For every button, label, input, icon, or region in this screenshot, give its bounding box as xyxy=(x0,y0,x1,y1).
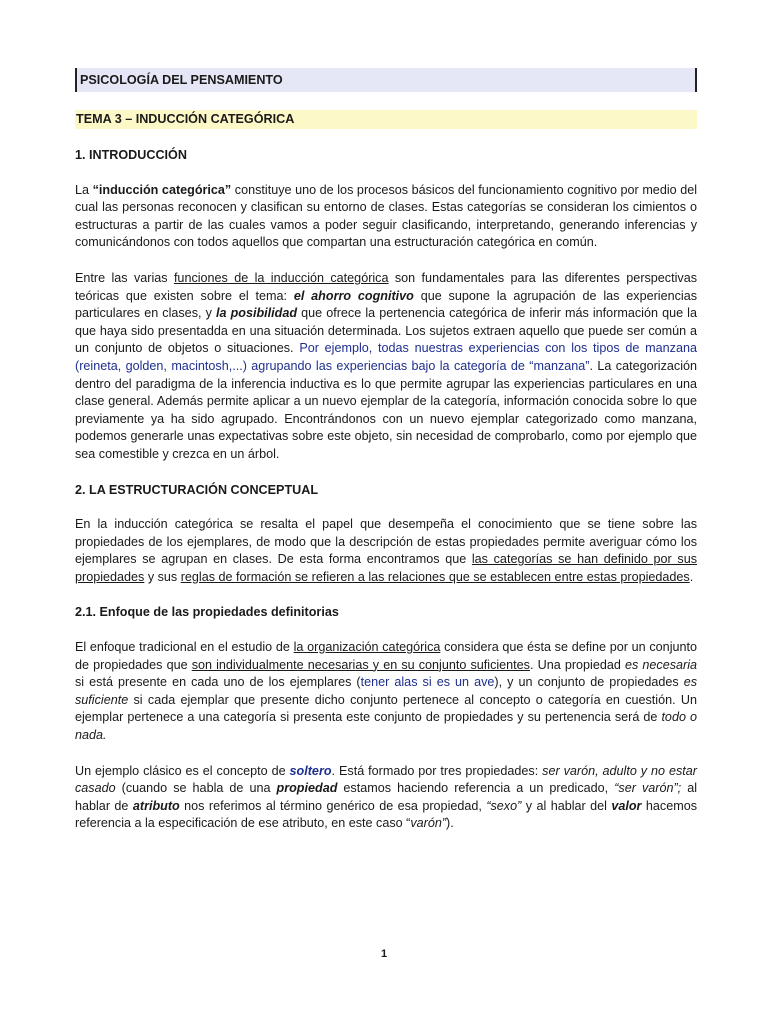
paragraph: En la inducción categórica se resalta el papel que desempeña el conocimiento que se tiene sobre las propiedades de los ejemplares, de modo que la descripción de estas propiedades permite averiguar cómo los ejemplares se agrupan en clases. De esta forma encontramos que las categorías se han definido por sus propiedades y sus reglas de formación se refieren a las relaciones que se establecen entre estas propiedades. xyxy=(75,517,697,584)
document-body xyxy=(75,68,697,833)
paragraph: Entre las varias funciones de la inducción categórica son fundamentales para las diferentes perspectivas teóricas que existen sobre el tema: el ahorro cognitivo que supone la agrupación de las experiencias particulares en clases, y la posibilidad que ofrece la pertenencia categórica de inferir más información que la que haya sido presentadda en una situación determinada. Los sujetos extraen aquello que puede ser común a un conjunto de objetos o situaciones. Por ejemplo, todas nuestras experiencias con los tipos de manzana (reineta, golden, macintosh,...) agrupando las experiencias bajo la categoría de “manzana”. La categorización dentro del paradigma de la inferencia inductiva es lo que permite agrupar las experiencias particulares en una clase general. Además permite aplicar a un nuevo ejemplar de la categoría, información conocida sobre lo que previamente ya ha sido agrupado. Encontrándonos con un nuevo ejemplar categorizado como manzana, podemos generarle unas expectativas sobre este objeto, sin necesidad de comprobarlo, como por ejemplo que sea comestible y crezca en un árbol. xyxy=(75,270,698,461)
paragraph: Un ejemplo clásico es el concepto de soltero. Está formado por tres propiedades: ser varón, adulto y no estar casado (cuando se habla de una propiedad estamos haciendo referencia a un predicado, “ser varón”; al hablar de atributo nos referimos al término genérico de esa propiedad, “sexo” y al hablar del valor hacemos referencia a la especificación de ese atributo, en este caso “varón”). xyxy=(75,763,697,831)
example-text: Por ejemplo, todas nuestras experiencias con los tipos de manzana (reineta, golden, macintosh,...) agrupando las experiencias bajo la categoría de “manzana” xyxy=(75,341,697,373)
section-heading-introduccion: 1. INTRODUCCIÓN xyxy=(75,148,187,162)
paragraph: La “inducción categórica” constituye uno de los procesos básicos del funcionamiento cognitivo por medio del cual las personas reconocen y clasifican su entorno de clases. Estas categorías se consideran los cimientos o estructuras a partir de las cuales vamos a poder seguir clasificando, interpretando, generando inferencias y comunicándonos con todos aquellos que compartan una estructuración categórica en común. xyxy=(75,182,698,250)
example-text: tener alas si es un ave xyxy=(360,675,495,690)
key-term: soltero xyxy=(289,763,332,778)
page-number: 1 xyxy=(380,948,388,960)
subject-header: PSICOLOGÍA DEL PENSAMIENTO xyxy=(75,68,697,92)
topic-header: TEMA 3 – INDUCCIÓN CATEGÓRICA xyxy=(75,110,697,129)
paragraph: El enfoque tradicional en el estudio de la organización categórica considera que ésta se define por un conjunto de propiedades que son individualmente necesarias y en su conjunto suficientes. Una propiedad es necesaria si está presente en cada uno de los ejemplares (tener alas si es un ave), y un conjunto de propiedades es suficiente si cada ejemplar que presente dicho conjunto pertenece al concepto o categoría en cuestión. Un ejemplar pertenece a una categoría si presenta este conjunto de propiedades y su pertenencia será de todo o nada. xyxy=(75,640,698,743)
section-heading-enfoque: 2.1. Enfoque de las propiedades definitorias xyxy=(75,605,339,620)
section-heading-estructuracion: 2. LA ESTRUCTURACIÓN CONCEPTUAL xyxy=(75,482,319,497)
